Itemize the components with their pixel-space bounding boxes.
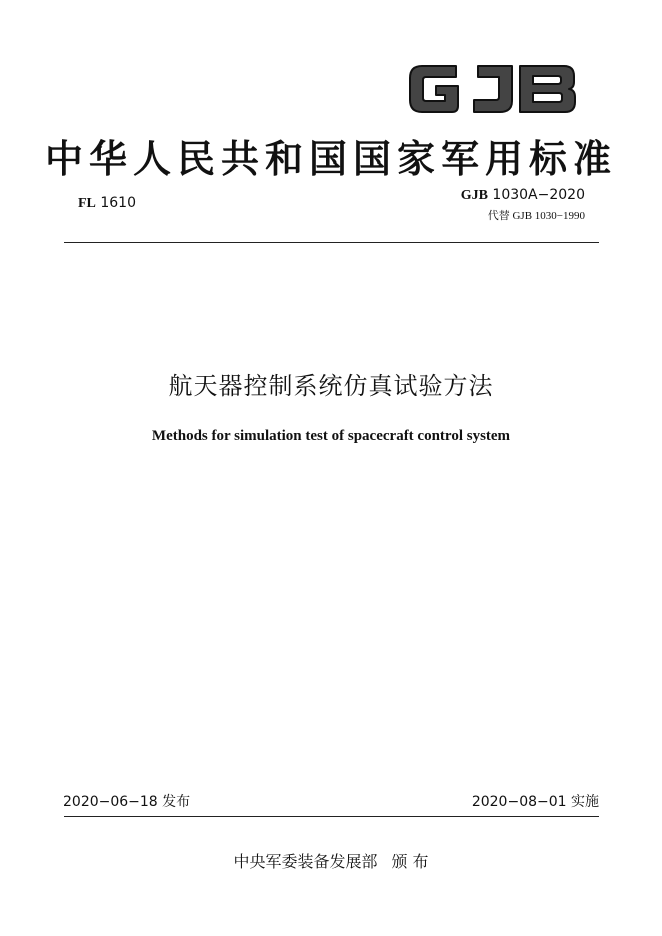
code-prefix: GJB — [460, 188, 488, 203]
replaces-note: 代替 GJB 1030−1990 — [487, 210, 585, 222]
publisher-line — [0, 849, 662, 872]
top-rule — [64, 242, 599, 243]
fl-classification — [78, 195, 136, 212]
publisher-action: 颁 布 — [391, 852, 429, 871]
issue-date: 2020−06−18 发布 — [63, 794, 191, 810]
code-number: 1030A−2020 — [492, 187, 585, 203]
bottom-rule — [64, 816, 599, 817]
document-title-en: Methods for simulation test of spacecraft control system — [151, 428, 511, 444]
fl-prefix: FL — [78, 196, 96, 211]
fl-number: 1610 — [100, 195, 136, 211]
standard-banner: 中华人民共和国国家军用标准 — [44, 136, 617, 181]
publisher-org: 中央军委装备发展部 — [233, 852, 378, 871]
gjb-logo — [404, 54, 580, 124]
implementation-date: 2020−08−01 实施 — [471, 794, 599, 810]
document-title-cn: 航天器控制系统仿真试验方法 — [168, 372, 494, 400]
standard-code — [461, 187, 585, 204]
